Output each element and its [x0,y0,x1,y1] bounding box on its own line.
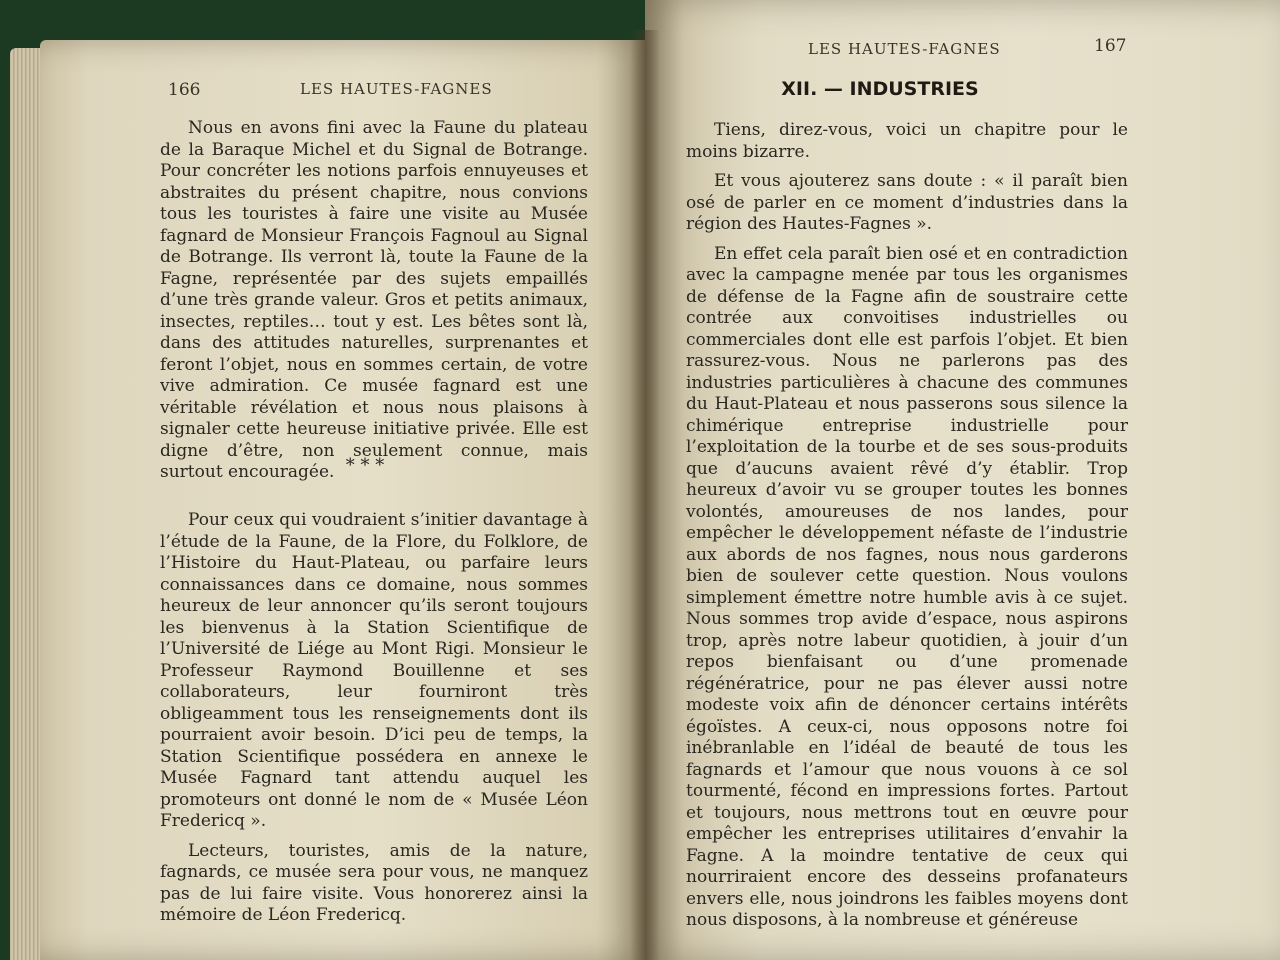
right-paragraph: Tiens, direz-vous, voici un chapitre pour le moins bizarre. [686,120,1128,162]
right-paragraph: En effet cela paraît bien osé et en contradiction avec la campagne menée par tous les organismes de défense de la Fagne afin de soustraire cette contrée aux convoitises industrielles ou commerciales dont elle est parfois l’objet. Et bien rassurez-vous. Nous ne parlerons pas des industries particulières à chacune des communes du Haut-Plateau et nous passerons sous silence la chimérique entreprise industrielle pour l’exploitation de la tourbe et de ses sous-produits que d’aucuns avaient rêvé d’y établir. Trop heureux d’avoir vu se grouper toutes les bonnes volontés, amoureuses de nos landes, pour empêcher le développement néfaste de l’industrie aux abords de nos fagnes, nous nous garderons bien de soulever cette question. Nous voulons simplement émettre notre humble avis à ce sujet. Nous sommes trop avide d’espace, nous aspirons trop, après notre labeur quotidien, à jouir d’un repos bienfaisant ou d’une promenade régénératrice, pour ne pas élever aussi notre modeste voix afin de dénoncer certains intérêts égoïstes. A ceux-ci, nous opposons notre foi inébranlable en l’idéal de beauté de tous les fagnards et l’amour que nous vouons à ce sol tourmenté, fécond en impressions fortes. Partout et toujours, nous mettrons tout en œuvre pour empêcher les entreprises utilitaires d’envahir la Fagne. A la moindre tentative de ceux qui nourriraient encore des desseins profanateurs envers elle, nous joindrons les faibles moyens dont nous disposons, à la nombreuse et généreuse [686,243,1128,930]
left-running-head: LES HAUTES-FAGNES [300,80,493,98]
section-separator: * * * [345,455,385,476]
left-paragraph: Nous en avons fini avec la Faune du plateau de la Baraque Michel et du Signal de Botrange. Pour concréter les notions parfois ennuyeuses et abstraites du présent chapitre, nous convions tous les touristes à faire une visite au Musée fagnard de Monsieur François Fagnoul au Signal de Botrange. Ils verront là, toute la Faune de la Fagne, représentée par des sujets empaillés d’une très grande valeur. Gros et petits animaux, insectes, reptiles… tout y est. Les bêtes sont là, dans des attitudes naturelles, surprenantes et feront l’objet, nous en sommes certain, de votre vive admiration. Ce musée fagnard est une véritable révélation et nous nous plaisons à signaler cette heureuse initiative privée. Elle est digne d’être, non seulement connue, mais surtout encouragée. [160,118,588,482]
left-text-block-1 [160,118,588,492]
left-page-number: 166 [168,80,201,100]
left-text-block-2 [160,510,588,935]
chapter-title: XII. — INDUSTRIES [781,78,979,100]
right-running-head: LES HAUTES-FAGNES [808,40,1001,58]
right-page-number: 167 [1094,36,1127,56]
page-edges [10,48,44,960]
left-paragraph: Lecteurs, touristes, amis de la nature, fagnards, ce musée sera pour vous, ne manquez pas de lui faire visite. Vous honorerez ainsi la mémoire de Léon Fredericq. [160,840,588,925]
right-paragraph: Et vous ajouterez sans doute : « il paraît bien osé de parler en ce moment d’industries dans la région des Hautes-Fagnes ». [686,171,1128,234]
right-text-block [686,120,1128,940]
left-paragraph: Pour ceux qui voudraient s’initier davantage à l’étude de la Faune, de la Flore, du Folklore, de l’Histoire du Haut-Plateau, ou parfaire leurs connaissances dans ce domaine, nous sommes heureux de leur annoncer qu’ils seront toujours les bienvenus à la Station Scientifique de l’Université de Liége au Mont Rigi. Monsieur le Professeur Raymond Bouillenne et ses collaborateurs, leur fourniront très obligeamment tous les renseignements dont ils pourraient avoir besoin. D’ici peu de temps, la Station Scientifique possédera en annexe le Musée Fagnard tant attendu auquel les promoteurs ont donné le nom de « Musée Léon Fredericq ». [160,510,588,831]
book-gutter [630,30,660,960]
